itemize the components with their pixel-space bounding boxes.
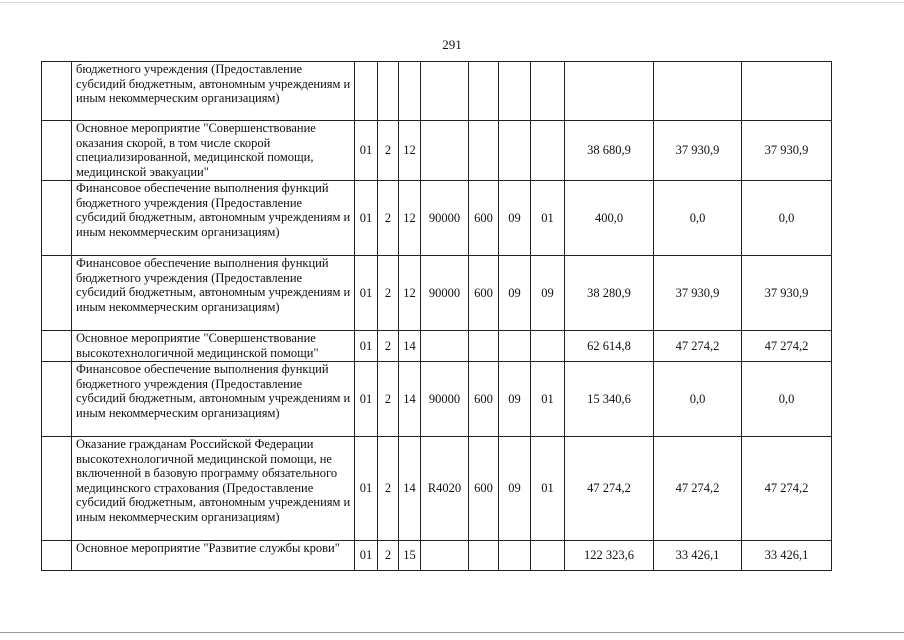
budget-table xyxy=(41,61,832,571)
code-cell: 09 xyxy=(499,181,531,256)
code-cell: 600 xyxy=(469,362,499,437)
code-cell xyxy=(499,62,531,121)
code-cell xyxy=(531,121,565,181)
row-number-cell xyxy=(42,181,72,256)
code-cell xyxy=(531,541,565,571)
amount-cell: 37 930,9 xyxy=(654,256,742,331)
amount-cell: 33 426,1 xyxy=(742,541,832,571)
table-row xyxy=(42,256,832,331)
item-name-cell: Основное мероприятие "Совершенствование оказания скорой, в том числе скорой специализированной, медицинской помощи, медицинской эвакуации" xyxy=(72,121,355,181)
row-number-cell xyxy=(42,256,72,331)
item-name-cell: Финансовое обеспечение выполнения функций бюджетного учреждения (Предоставление субсидий бюджетным, автономным учреждениям и иным некоммерческим организациям) xyxy=(72,256,355,331)
item-name-cell: бюджетного учреждения (Предоставление субсидий бюджетным, автономным учреждениям и иным некоммерческим организациям) xyxy=(72,62,355,121)
code-cell: 600 xyxy=(469,181,499,256)
code-cell xyxy=(469,331,499,362)
item-name-cell: Основное мероприятие "Совершенствование высокотехнологичной медицинской помощи" xyxy=(72,331,355,362)
code-cell: 01 xyxy=(355,362,378,437)
amount-cell: 122 323,6 xyxy=(565,541,654,571)
code-cell: 90000 xyxy=(421,256,469,331)
row-number-cell xyxy=(42,437,72,541)
code-cell xyxy=(421,62,469,121)
code-cell: 2 xyxy=(378,331,399,362)
amount-cell: 0,0 xyxy=(654,181,742,256)
row-number-cell xyxy=(42,541,72,571)
code-cell: 01 xyxy=(355,541,378,571)
code-cell xyxy=(469,121,499,181)
code-cell: 90000 xyxy=(421,181,469,256)
amount-cell: 38 680,9 xyxy=(565,121,654,181)
code-cell: 600 xyxy=(469,437,499,541)
scan-edge-top xyxy=(0,2,904,3)
amount-cell xyxy=(742,62,832,121)
code-cell: 01 xyxy=(355,121,378,181)
code-cell: 90000 xyxy=(421,362,469,437)
code-cell: 01 xyxy=(355,437,378,541)
code-cell: 01 xyxy=(531,437,565,541)
amount-cell: 47 274,2 xyxy=(654,331,742,362)
code-cell: 14 xyxy=(399,362,421,437)
item-name-cell: Оказание гражданам Российской Федерации высокотехнологичной медицинской помощи, не включенной в базовую программу обязательного медицинского страхования (Предоставление субсидий бюджетным, автономным учреждениям и иным некоммерческим организациям) xyxy=(72,437,355,541)
amount-cell: 0,0 xyxy=(742,362,832,437)
table-row xyxy=(42,362,832,437)
amount-cell xyxy=(565,62,654,121)
code-cell xyxy=(421,541,469,571)
row-number-cell xyxy=(42,362,72,437)
code-cell xyxy=(469,62,499,121)
code-cell: 01 xyxy=(531,362,565,437)
page-number: 291 xyxy=(442,37,462,52)
code-cell: 12 xyxy=(399,181,421,256)
code-cell: 600 xyxy=(469,256,499,331)
code-cell xyxy=(378,62,399,121)
code-cell xyxy=(499,331,531,362)
code-cell xyxy=(499,121,531,181)
code-cell xyxy=(531,331,565,362)
amount-cell: 47 274,2 xyxy=(742,437,832,541)
code-cell: 09 xyxy=(499,362,531,437)
code-cell: 01 xyxy=(355,256,378,331)
amount-cell: 400,0 xyxy=(565,181,654,256)
amount-cell: 33 426,1 xyxy=(654,541,742,571)
code-cell: 15 xyxy=(399,541,421,571)
table-row xyxy=(42,121,832,181)
code-cell: 2 xyxy=(378,121,399,181)
code-cell: 14 xyxy=(399,437,421,541)
code-cell xyxy=(499,541,531,571)
code-cell: 01 xyxy=(531,181,565,256)
row-number-cell xyxy=(42,62,72,121)
code-cell: 01 xyxy=(355,181,378,256)
code-cell: 12 xyxy=(399,256,421,331)
code-cell: 14 xyxy=(399,331,421,362)
item-name-cell: Финансовое обеспечение выполнения функций бюджетного учреждения (Предоставление субсидий бюджетным, автономным учреждениям и иным некоммерческим организациям) xyxy=(72,181,355,256)
code-cell: 12 xyxy=(399,121,421,181)
amount-cell: 37 930,9 xyxy=(742,121,832,181)
table-row xyxy=(42,62,832,121)
amount-cell: 37 930,9 xyxy=(742,256,832,331)
table-row xyxy=(42,331,832,362)
amount-cell: 47 274,2 xyxy=(654,437,742,541)
amount-cell: 0,0 xyxy=(742,181,832,256)
table-row xyxy=(42,181,832,256)
amount-cell xyxy=(654,62,742,121)
amount-cell: 0,0 xyxy=(654,362,742,437)
code-cell: 01 xyxy=(355,331,378,362)
code-cell xyxy=(399,62,421,121)
amount-cell: 15 340,6 xyxy=(565,362,654,437)
code-cell xyxy=(531,62,565,121)
row-number-cell xyxy=(42,121,72,181)
code-cell xyxy=(469,541,499,571)
table-row xyxy=(42,541,832,571)
code-cell: 2 xyxy=(378,437,399,541)
code-cell: 09 xyxy=(531,256,565,331)
amount-cell: 37 930,9 xyxy=(654,121,742,181)
code-cell xyxy=(421,331,469,362)
code-cell xyxy=(355,62,378,121)
code-cell: 2 xyxy=(378,256,399,331)
code-cell: 09 xyxy=(499,256,531,331)
code-cell xyxy=(421,121,469,181)
code-cell: R4020 xyxy=(421,437,469,541)
code-cell: 2 xyxy=(378,181,399,256)
amount-cell: 47 274,2 xyxy=(742,331,832,362)
code-cell: 2 xyxy=(378,362,399,437)
item-name-cell: Основное мероприятие "Развитие службы крови" xyxy=(72,541,355,571)
amount-cell: 47 274,2 xyxy=(565,437,654,541)
scan-edge-bottom xyxy=(0,632,904,633)
code-cell: 2 xyxy=(378,541,399,571)
table-row xyxy=(42,437,832,541)
row-number-cell xyxy=(42,331,72,362)
item-name-cell: Финансовое обеспечение выполнения функций бюджетного учреждения (Предоставление субсидий бюджетным, автономным учреждениям и иным некоммерческим организациям) xyxy=(72,362,355,437)
amount-cell: 38 280,9 xyxy=(565,256,654,331)
code-cell: 09 xyxy=(499,437,531,541)
amount-cell: 62 614,8 xyxy=(565,331,654,362)
